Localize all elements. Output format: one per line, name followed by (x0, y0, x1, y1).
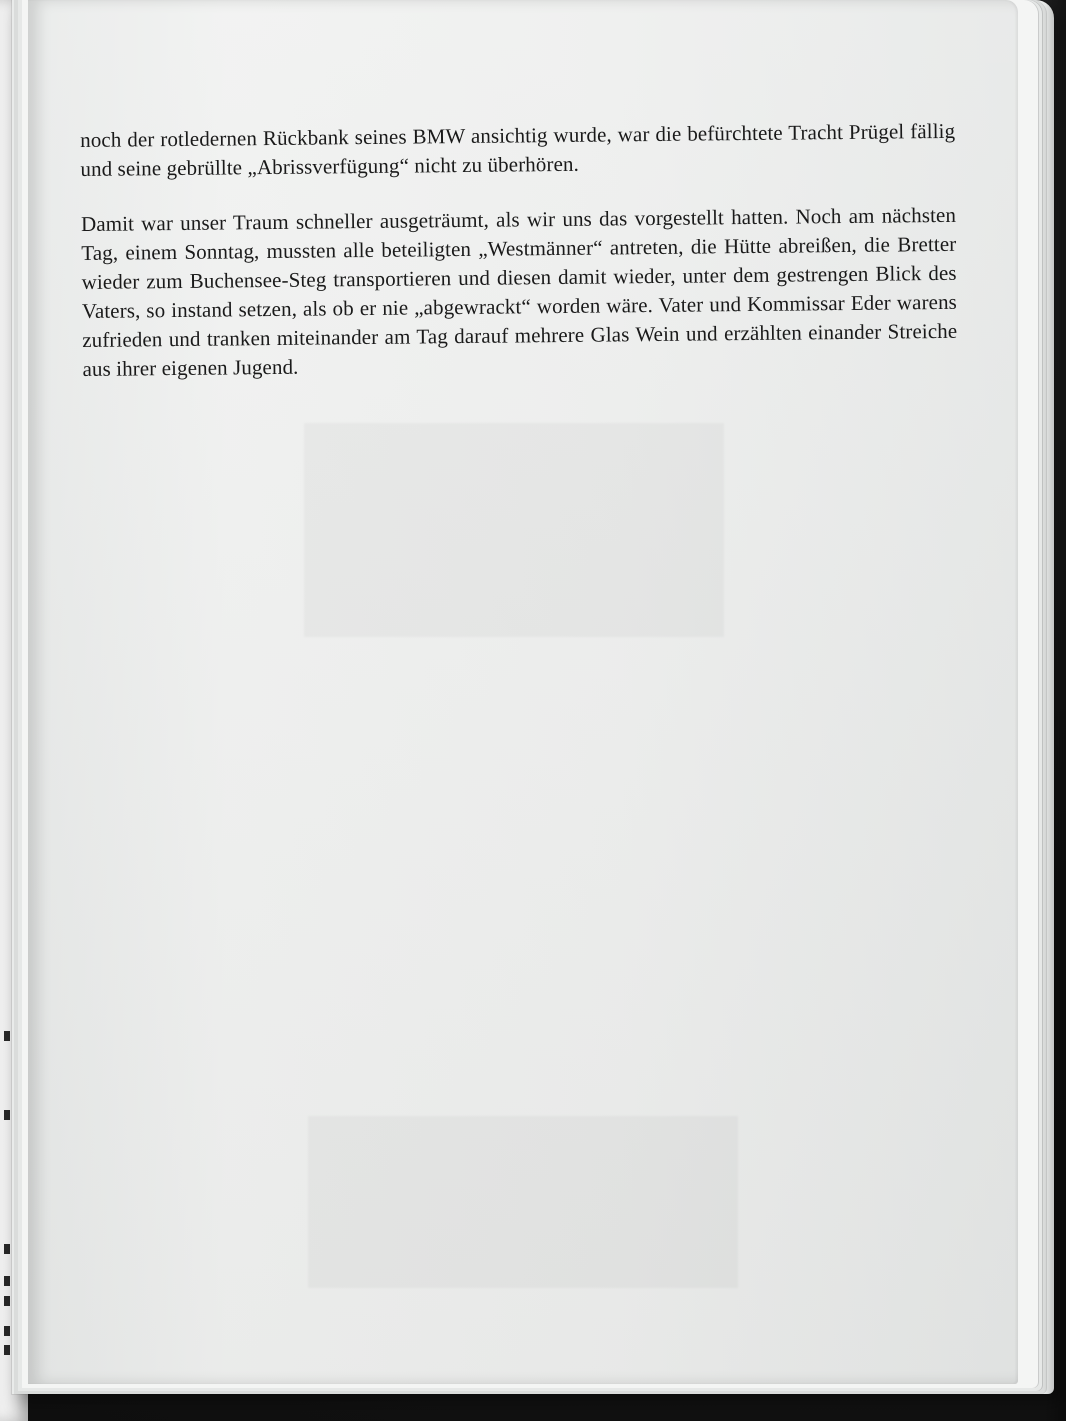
book-page (28, 0, 1018, 1384)
page-bleed-through (304, 423, 724, 637)
left-page-mark (4, 1276, 10, 1286)
page-text (80, 117, 958, 384)
page-bleed-through (308, 1116, 738, 1288)
paragraph: noch der rotledernen Rückbank seines BMW ansichtig wurde, war die befürchtete Tracht Prügel fällig und seine gebrüllte „Abrissverfügung“ nicht zu überhören. (80, 118, 956, 181)
paragraph: Damit war unser Traum schneller ausgeträumt, als wir uns das vorgestellt hatten. Noch am nächsten Tag, einem Sonntag, mussten alle beteiligten „Westmänner“ antreten, die Hütte abreißen, die Bretter wieder zum Buchensee-Steg transportieren und diesen damit wieder, unter dem gestrengen Blick des Vaters, so instand setzen, als ob er nie „abgewrackt“ worden wäre. Vater und Kommissar Eder warens zufrieden und tranken miteinander am Tag darauf mehrere Glas Wein und erzählten einander Streiche aus ihrer eigenen Jugend. (80, 202, 958, 381)
left-page-mark (4, 1296, 10, 1306)
left-page-mark (4, 1326, 10, 1336)
left-page-mark (4, 1345, 10, 1355)
left-page-mark (4, 1244, 10, 1254)
left-page-mark (4, 1031, 10, 1041)
left-page-mark (4, 1110, 10, 1120)
